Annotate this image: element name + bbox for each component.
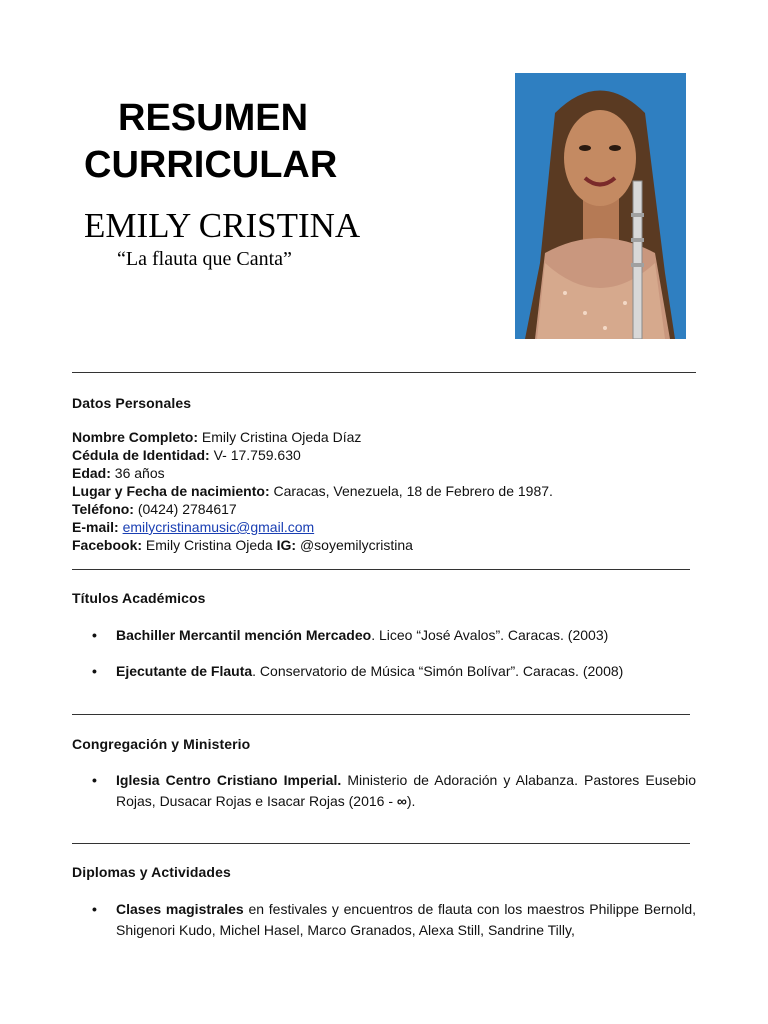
bullet-icon: •: [92, 663, 97, 679]
field-birth: [72, 482, 696, 500]
divider: [72, 569, 690, 570]
item-text: . Conservatorio de Música “Simón Bolívar”. Caracas. (2008): [252, 663, 624, 679]
resume-title: [84, 95, 337, 189]
field-label: E-mail:: [72, 519, 119, 535]
field-label: Edad:: [72, 465, 111, 481]
field-label: IG:: [276, 537, 297, 553]
person-name: EMILY CRISTINA: [84, 206, 361, 245]
bullet-icon: •: [92, 627, 97, 643]
field-label: Cédula de Identidad:: [72, 447, 210, 463]
field-value: @soyemilycristina: [296, 537, 413, 553]
field-value: 36 años: [110, 465, 165, 481]
heading-diplomas: Diplomas y Actividades: [72, 864, 231, 880]
field-label: Lugar y Fecha de nacimiento:: [72, 483, 270, 499]
list-item: [92, 770, 696, 812]
infinity-icon: ∞: [396, 793, 407, 809]
bullet-icon: •: [92, 772, 97, 788]
list-item: [92, 625, 696, 646]
item-text: en festivales y encuentros de flauta con los maestros Philippe Bernold, Shigenori Kudo, Michel Hasel, Marco Granados, Alexa Still, Sandrine Tilly,: [116, 901, 696, 938]
item-text: . Liceo “José Avalos”. Caracas. (2003): [371, 627, 609, 643]
field-value: (0424) 2784617: [133, 501, 237, 517]
divider: [72, 843, 690, 844]
field-value: V- 17.759.630: [209, 447, 301, 463]
heading-personal: Datos Personales: [72, 395, 192, 411]
field-id: [72, 446, 696, 464]
field-label: Facebook:: [72, 537, 143, 553]
item-bold: Ejecutante de Flauta: [116, 663, 253, 679]
tagline: “La flauta que Canta”: [117, 248, 292, 270]
item-bold: Bachiller Mercantil mención Mercadeo: [116, 627, 372, 643]
list-item-text: [116, 625, 696, 646]
portrait-photo: [515, 73, 686, 339]
divider: [72, 714, 690, 715]
title-line-1: RESUMEN: [118, 97, 309, 139]
field-phone: [72, 500, 696, 518]
field-email: [72, 518, 696, 536]
list-item: [92, 661, 696, 682]
heading-ministry: Congregación y Ministerio: [72, 736, 251, 752]
field-age: [72, 464, 696, 482]
divider: [72, 372, 696, 373]
title-line-2: CURRICULAR: [84, 144, 338, 186]
field-label: Nombre Completo:: [72, 429, 198, 445]
field-value: Emily Cristina Ojeda: [142, 537, 277, 553]
item-bold: Clases magistrales: [116, 901, 244, 917]
item-text: Ministerio de Adoración y Alabanza. Pastores Eusebio Rojas, Dusacar Rojas e Isacar Rojas (2016 -: [116, 772, 696, 809]
item-bold: Iglesia Centro Cristiano Imperial.: [116, 772, 342, 788]
list-item: [92, 899, 696, 941]
field-social: [72, 536, 696, 554]
heading-academic: Títulos Académicos: [72, 590, 206, 606]
list-item-text: [116, 661, 696, 682]
bullet-icon: •: [92, 901, 97, 917]
field-full-name: [72, 428, 696, 446]
email-link[interactable]: emilycristinamusic@gmail.com: [122, 519, 315, 535]
field-label: Teléfono:: [72, 501, 134, 517]
item-tail: ).: [406, 793, 416, 809]
field-value: Emily Cristina Ojeda Díaz: [198, 429, 362, 445]
personal-info: [72, 428, 696, 554]
field-value: Caracas, Venezuela, 18 de Febrero de 1987.: [269, 483, 553, 499]
list-item-text: [116, 770, 696, 812]
list-item-text: [116, 899, 696, 941]
